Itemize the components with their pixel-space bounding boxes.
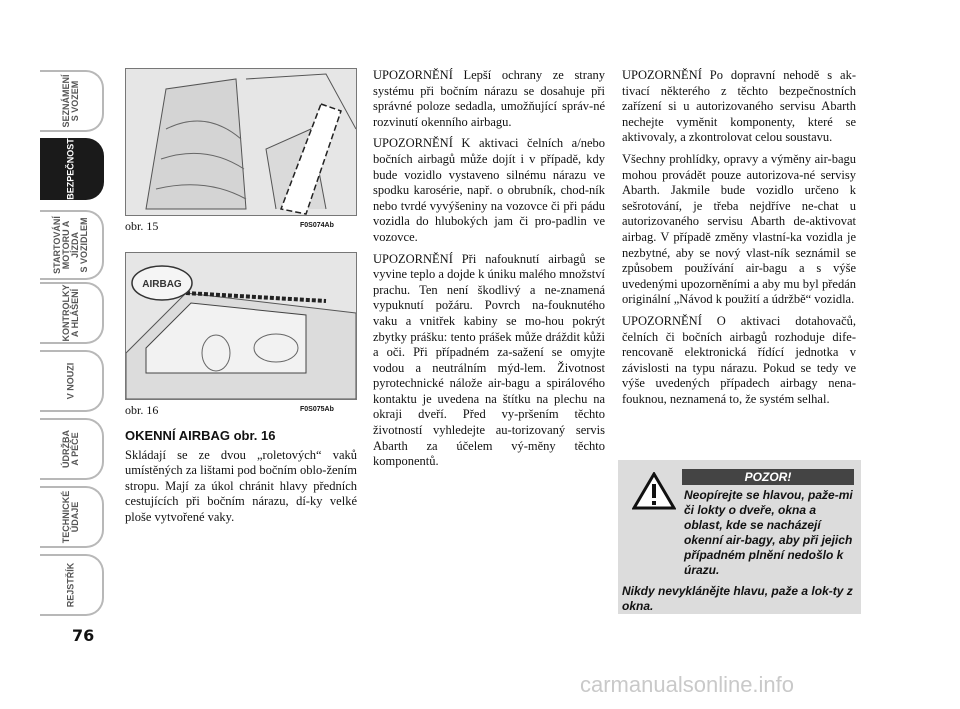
paragraph: UPOZORNĚNÍ Při nafouknutí airbagů se vyvine teplo a dojde k úniku malého množství prachu. Ten není škodlivý a ne-znamená vypuknutí požáru. Povrch na-fouknutého vaku a vnitřek kabiny se mo-hou pokrýt zbytky prášku: tento prášek může dráždit kůži a oči. Při případném za-sažení se omyjte vodou a neutrálním mýd-lem. Životnost pyrotechnické nálože air-bagu a spirálového kontaktu je uvedena na štítku na plechu na okraji dveří. Před vy-pršením těchto životností vyhledejte au-torizovaný servis Abarth za účelem vý-měny těchto komponentů. [373,251,605,469]
column-2 [373,68,605,476]
tab-label: SEZNÁMENÍ S VOZEM [61,74,80,128]
section-heading: OKENNÍ AIRBAG obr. 16 [125,428,276,443]
warning-paragraph-1: Neopírejte se hlavou, paže-mi či lokty o dveře, okna a oblast, kde se nacházejí okenní air-bagy, aby při jejich případném plnění nedošlo k úrazu. [684,488,853,577]
page-number: 76 [72,626,95,645]
tab-label: STARTOVÁNÍ MOTORU A JÍZDA S VOZIDLEM [52,216,89,274]
warning-paragraph-2: Nikdy nevyklánějte hlavu, paže a lok-ty z okna. [622,584,853,613]
tab-seznameni[interactable] [40,70,104,132]
figure-16-airbag-illustration [125,252,357,400]
tab-startovani[interactable] [40,210,104,280]
paragraph: UPOZORNĚNÍ Lepší ochrany ze strany systému při bočním nárazu se dosahuje při správné poloze sedadla, umožňující správ-né rozvinutí okenního airbagu. [373,68,605,129]
tab-technicke-udaje[interactable] [40,486,104,548]
figure-15-code: F0S074Ab [300,222,334,229]
tab-bezpecnost[interactable] [40,138,104,200]
figure-15-seat-illustration [125,68,357,216]
airbag-callout-text: AIRBAG [142,279,182,290]
figure-16-label: obr. 16 [125,403,159,417]
column-1 [125,428,357,532]
warning-title: POZOR! [682,469,854,485]
warning-text [622,488,856,620]
paragraph: UPOZORNĚNÍ O aktivaci dotahovačů, čelních či bočních airbagů rozhoduje dife-rencovaně elektronická řídící jednotka v závislosti na typu nárazu. Pokud se tedy ve výše uvedených případech airbagy nena-fouknou, neznamená to, že systém selhal. [622,313,856,406]
tab-udrzba[interactable] [40,418,104,480]
tab-rejstrik[interactable] [40,554,104,616]
tab-label: REJSTŘÍK [65,562,76,608]
watermark: carmanualsonline.info [580,672,795,697]
figure-16-code: F0S075Ab [300,406,334,413]
tab-label: TECHNICKÉ ÚDAJE [61,490,80,544]
paragraph: UPOZORNĚNÍ Po dopravní nehodě s ak-tivací některého z těchto bezpečnostních zařízení si u autorizovaného servisu Abarth nechejte vyměnit komponenty, které se aktivovaly, a zkontrolovat celou soustavu. [622,68,856,145]
tab-label: ÚDRŽBA A PÉČE [61,430,80,468]
column-3 [622,68,856,413]
warning-paragraph [622,488,856,578]
tab-v-nouzi[interactable] [40,350,104,412]
figure-15-label: obr. 15 [125,219,159,233]
paragraph: Skládají se ze dvou „roletových“ vaků umístěných za lištami pod bočním oblo-žením stropu. Mají za úkol chránit hlavy předních cestujících při bočním nárazu, dí-ky velké ploše vytvořené vaky. [125,447,357,524]
paragraph: UPOZORNĚNÍ K aktivaci čelních a/nebo bočních airbagů může dojít i v případě, kdy bude vozidlo vystaveno silnému nárazu ve spodku karosérie, např. o obrubník, chod-ník nebo tvrdé vyvýšeniny na vozovce či při pádu vozidla do hlubokých jam či pro-padlin ve vozovce. [373,136,605,244]
tab-label: V NOUZI [65,362,76,400]
tab-label: KONTROLKY A HLÁŠENÍ [61,284,80,342]
paragraph: Všechny prohlídky, opravy a výměny air-bagu mohou provádět pouze autorizova-né servisy Abarth. Jakmile bude vozidlo určeno k sešrotování, je třeba nejdříve ne-chat u autorizovaného servisu Abarth de-aktivovat airbag. V případě změny vlastní-ka vozidla je nezbytné, aby se nový vlast-ník seznámil se způsobem používání air-bagu a s výše uvedenými upozorněními a aby mu byl předán originální „Návod k použití a údržbě“ vozidla. [622,151,856,307]
tab-kontrolky[interactable] [40,282,104,344]
tab-label: BEZPEČNOST [65,138,76,200]
